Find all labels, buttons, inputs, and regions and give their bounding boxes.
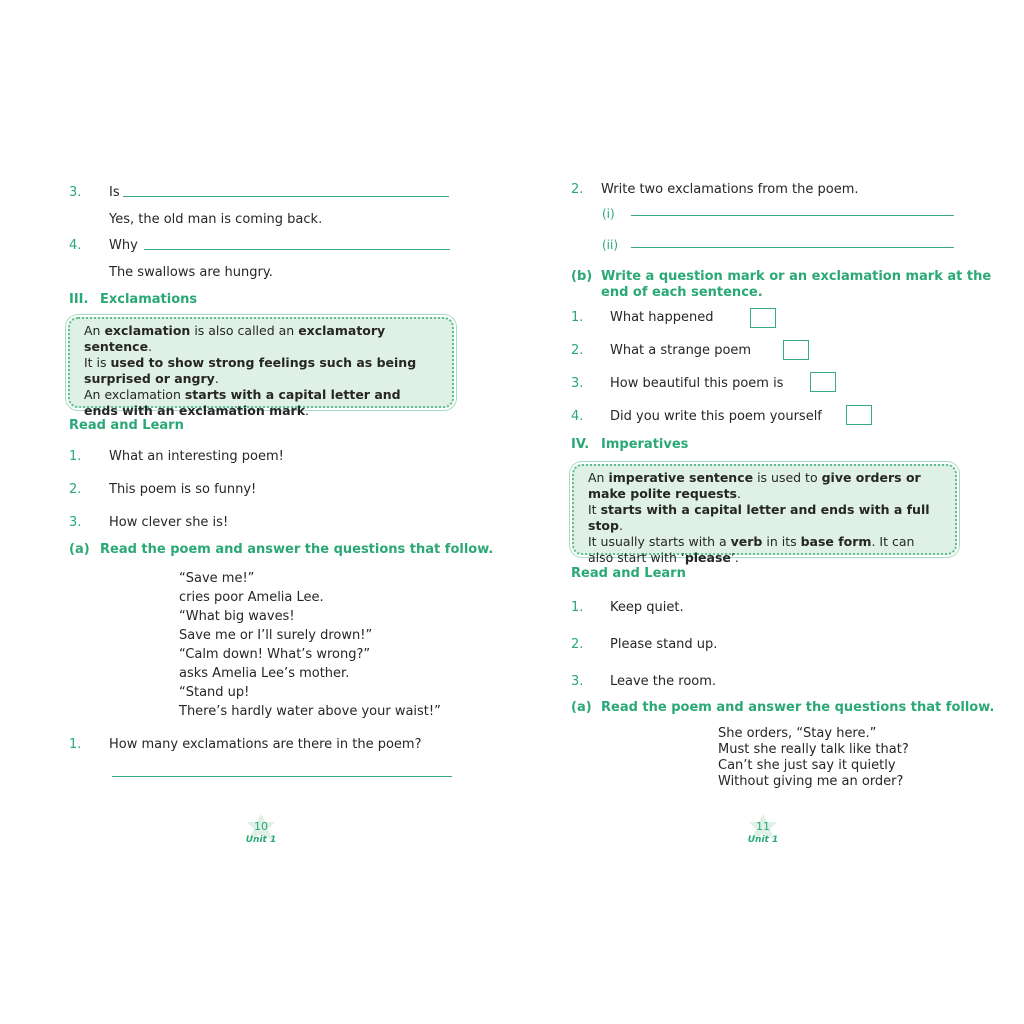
task-a-text: Read the poem and answer the questions that follow. [100,542,494,557]
info-line-1: An imperative sentence is used to give orders or make polite requests. [588,470,921,501]
poem-line: “Save me!” [179,571,255,586]
poem-line: Save me or I’ll surely drown!” [179,628,373,643]
q2-ii-label: (ii) [602,238,619,252]
page-footer [733,820,793,846]
q2-i-label: (i) [602,207,615,221]
task-a-label: (a) [571,700,592,715]
question-1-answer-line[interactable] [112,776,452,777]
info-line-2: It is used to show strong feelings such as being surprised or angry. [84,355,417,386]
q4-answer: The swallows are hungry. [109,265,273,280]
example-3-number: 3. [69,515,82,530]
section-title: Imperatives [601,437,689,452]
task-a-text: Read the poem and answer the questions that follow. [601,700,995,715]
task-b-line-1: Write a question mark or an exclamation mark at the [601,269,992,284]
poem-line: There’s hardly water above your waist!” [179,704,441,719]
unit-label: Unit 1 [747,835,779,845]
b-item-4-number: 4. [571,409,584,424]
right-page [512,0,1024,1024]
example-1-number: 1. [69,449,82,464]
b-item-4-answer-box[interactable] [846,405,872,425]
b-item-3-number: 3. [571,376,584,391]
task-b-line-2: end of each sentence. [601,285,763,300]
q2-number: 2. [571,182,584,197]
poem-line: asks Amelia Lee’s mother. [179,666,350,681]
q3-text: Is [109,185,120,200]
b-item-2-answer-box[interactable] [783,340,809,360]
poem-line: “What big waves! [179,609,295,624]
q4-text: Why [109,238,138,253]
poem-line: Must she really talk like that? [718,742,909,757]
example-2-text: This poem is so funny! [109,482,257,497]
b-item-1-number: 1. [571,310,584,325]
poem-line: She orders, “Stay here.” [718,726,877,741]
page-number: 11 [756,820,770,833]
b-item-3-answer-box[interactable] [810,372,836,392]
task-b-label: (b) [571,269,593,284]
q4-answer-line[interactable] [144,249,450,250]
b-item-4-text: Did you write this poem yourself [610,409,822,424]
example-2-number: 2. [69,482,82,497]
poem-line: “Calm down! What’s wrong?” [179,647,371,662]
exclamation-info-box [68,317,454,418]
poem-line: “Stand up! [179,685,250,700]
read-and-learn-heading: Read and Learn [571,566,686,581]
question-1-text: How many exclamations are there in the poem? [109,737,422,752]
poem [179,569,441,721]
poem-line: cries poor Amelia Lee. [179,590,324,605]
read-and-learn-heading: Read and Learn [69,418,184,433]
q2-i-answer-line[interactable] [631,215,954,216]
example-1-number: 1. [571,600,584,615]
example-1-text: Keep quiet. [610,600,684,615]
imperative-info-box [572,464,957,565]
q2-ii-answer-line[interactable] [631,247,954,248]
poem [718,726,909,790]
info-line-1: An exclamation is also called an exclamatory sentence. [84,323,386,354]
info-line-3: It usually starts with a verb in its base form. It can also start with ‘please’. [588,534,915,565]
poem-line: Can’t she just say it quietly [718,758,896,773]
q4-number: 4. [69,238,82,253]
info-line-2: It starts with a capital letter and ends with a full stop. [588,502,930,533]
page-number: 10 [254,820,268,833]
example-2-text: Please stand up. [610,637,718,652]
b-item-2-text: What a strange poem [610,343,752,358]
question-1-number: 1. [69,737,82,752]
example-2-number: 2. [571,637,584,652]
example-3-number: 3. [571,674,584,689]
b-item-1-answer-box[interactable] [750,308,776,328]
b-item-2-number: 2. [571,343,584,358]
section-number: III. [69,292,89,307]
q3-answer: Yes, the old man is coming back. [109,212,323,227]
b-item-3-text: How beautiful this poem is [610,376,784,391]
task-a-label: (a) [69,542,90,557]
b-item-1-text: What happened [610,310,714,325]
example-1-text: What an interesting poem! [109,449,284,464]
unit-label: Unit 1 [245,835,277,845]
example-3-text: How clever she is! [109,515,229,530]
example-3-text: Leave the room. [610,674,717,689]
q3-answer-line[interactable] [123,196,449,197]
section-number: IV. [571,437,590,452]
info-line-3: An exclamation starts with a capital letter and ends with an exclamation mark. [84,387,401,418]
section-title: Exclamations [100,292,198,307]
q2-text: Write two exclamations from the poem. [601,182,859,197]
poem-line: Without giving me an order? [718,774,904,789]
page-footer [231,820,291,846]
q3-number: 3. [69,185,82,200]
